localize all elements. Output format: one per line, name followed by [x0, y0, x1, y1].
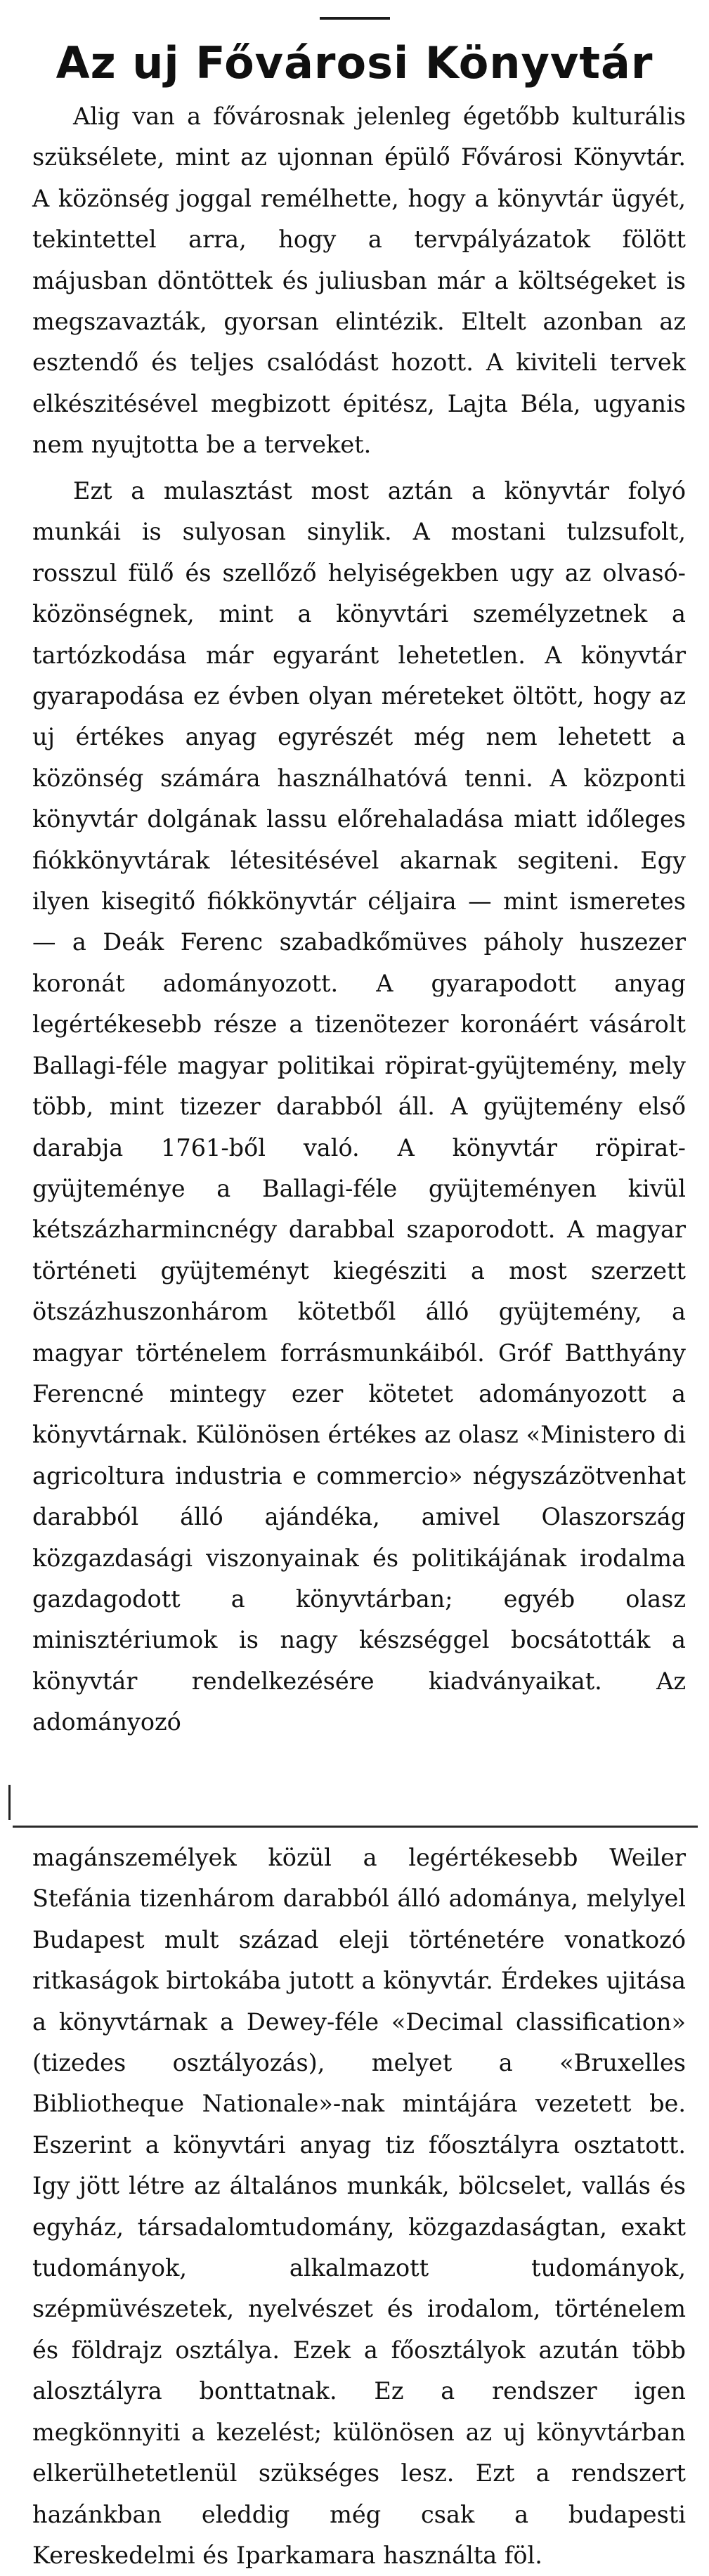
paragraph-1: Alig van a fővárosnak jelenleg égetőbb kulturális szüksélete, mint az ujonnan épülő Fővárosi Könyvtár. A közönség joggal remélhette, hogy a könyvtár ügyét, tekintettel arra, hogy a tervpályázatok fölött májusban döntöttek és juliusban már a költségeket is megszavazták, gyorsan elintézik. Eltelt azonban az esztendő és teljes csalódást hozott. A kiviteli tervek elkészitésével megbizott épitész, Lajta Béla, ugyanis nem nyujtotta be a terveket. — [32, 103, 686, 459]
top-rule — [320, 17, 390, 20]
paragraph-2: Ezt a mulasztást most aztán a könyvtár folyó munkái is sulyosan sinylik. A mostani tulzsufolt, rosszul fülő és szellőző helyiségekben ugy az olvasó-közönségnek, mint a könyvtári személyzetnek a tartózkodása már egyaránt lehetetlen. A könyvtár gyarapodása ez évben olyan méreteket öltött, hogy az uj értékes anyag egyrészét még nem lehetett a közönség számára használhatóvá tenni. A központi könyvtár dolgának lassu előrehaladása miatt időleges fiókkönyvtárak létesitésével akarnak segiteni. Egy ilyen kisegitő fiókkönyvtár céljaira — mint ismeretes — a Deák Ferenc szabadkőmüves páholy huszezer koronát adományozott. A gyarapodott anyag legértékesebb része a tizenötezer koronáért vásárolt Ballagi-féle magyar politikai röpirat-gyüjtemény, mely több, mint tizezer darabból áll. A gyüjtemény első darabja 1761-ből való. A könyvtár röpirat-gyüjteménye a Ballagi-féle gyüjteményen kivül kétszázharmincnégy darabbal szaporodott. A magyar történeti gyüjteményt kiegésziti a most szerzett ötszázhuszonhárom kötetből álló gyüjtemény, a magyar történelem forrásmunkáiból. Gróf Batthyány Ferencné mintegy ezer kötetet adományozott a könyvtárnak. Különösen értékes az olasz «Ministero di agricoltura industria e commercio» négyszázötvenhat darabból álló ajándéka, amivel Olaszország közgazdasági viszonyainak és politikájának irodalma gazdagodott a könyvtárban; egyéb olasz minisztériumok is nagy készséggel bocsátották a könyvtár rendelkezésére kiadványaikat. Az adományozó — [32, 477, 686, 1736]
article-body-part-3 — [32, 1837, 686, 2576]
margin-mark — [8, 1785, 11, 1820]
column-break-rule — [13, 1826, 698, 1828]
article-title: Az uj Fővárosi Könyvtár — [56, 37, 653, 89]
paragraph-2-continued: magánszemélyek közül a legértékesebb Weiler Stefánia tizenhárom darabból álló adománya, melylyel Budapest mult század eleji történetére vonatkozó ritkaságok birtokába jutott a könyvtár. Érdekes ujitása a könyvtárnak a Dewey-féle «Decimal classification» (tizedes osztályozás), melyet a «Bruxelles Bibliotheque Nationale»-nak mintájára vezetett be. Eszerint a könyvtári anyag tiz főosztályra osztatott. Igy jött létre az általános munkák, bölcselet, vallás és egyház, társadalomtudomány, közgazdaságtan, exakt tudományok, alkalmazott tudományok, szépmüvészetek, nyelvészet és irodalom, történelem és földrajz osztálya. Ezek a főosztályok azután több alosztályra bonttatnak. Ez a rendszer igen megkönnyiti a kezelést; különösen az uj könyvtárban elkerülhetetlenül szükséges lesz. Ezt a rendszert hazánkban eleddig még csak a budapesti Kereskedelmi és Iparkamara használta föl. — [32, 1844, 686, 2569]
article-body-part-1 — [32, 96, 686, 466]
article-body-part-2 — [32, 471, 686, 1743]
